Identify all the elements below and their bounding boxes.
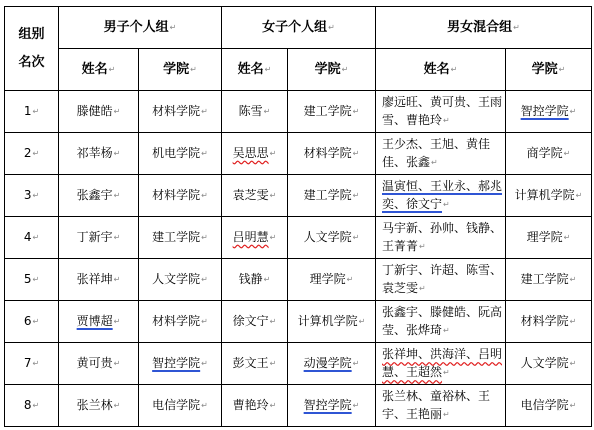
- table-row: [5, 175, 592, 217]
- mixed-college-cell: [506, 301, 592, 343]
- mixed-college-cell: [506, 175, 592, 217]
- male-college-cell-text: 人文学院: [152, 272, 201, 286]
- mixed-college-cell: [506, 259, 592, 301]
- cell-end-mark: ↵: [352, 401, 360, 410]
- cell-end-mark: ↵: [263, 107, 271, 116]
- cell-end-mark: ↵: [569, 401, 577, 410]
- mixed-names-cell: [376, 175, 506, 217]
- cell-end-mark: ↵: [352, 149, 360, 158]
- mixed-names-cell-text: 温寅恒、王业永、郝兆奕、徐文宁: [382, 179, 503, 212]
- mixed-college-cell: [506, 343, 592, 385]
- cell-end-mark: ↵: [201, 191, 208, 200]
- cell-end-mark: ↵: [352, 107, 360, 116]
- mixed-college-cell-text: 商学院: [526, 146, 563, 160]
- female-college-cell: [288, 91, 376, 133]
- mixed-names-cell-text: 马宇新、孙帅、钱静、王菁菁: [382, 221, 503, 254]
- mixed-names-cell: [376, 343, 506, 385]
- cell-end-mark: ↵: [32, 401, 40, 410]
- cell-end-mark: ↵: [113, 233, 121, 242]
- male-college-cell-text: 材料学院: [152, 188, 201, 202]
- female-college-cell: [288, 343, 376, 385]
- rank-cell: [5, 133, 59, 175]
- female-college-cell-text: 计算机学院: [297, 314, 358, 328]
- male-name-cell-text: 张兰林: [76, 398, 113, 412]
- cell-end-mark: ↵: [269, 401, 277, 410]
- cell-end-mark: ↵: [569, 275, 577, 284]
- cell-end-mark: ↵: [113, 401, 121, 410]
- female-college-cell: [288, 133, 376, 175]
- cell-end-mark: ↵: [419, 241, 426, 251]
- mixed-college-cell: [506, 385, 592, 427]
- cell-end-mark: ↵: [569, 107, 577, 116]
- cell-end-mark: ↵: [201, 233, 208, 242]
- results-table: [4, 6, 592, 427]
- rank-cell: [5, 301, 59, 343]
- male-college-cell: [139, 217, 222, 259]
- male-college-cell: [139, 385, 222, 427]
- female-name-cell: [222, 301, 288, 343]
- mixed-names-cell: [376, 217, 506, 259]
- cell-end-mark: ↵: [443, 409, 450, 419]
- group-header-row: [5, 7, 592, 49]
- female-name-cell-text: 袁芝雯: [232, 188, 269, 202]
- column-header-row: [5, 49, 592, 91]
- cell-end-mark: ↵: [113, 317, 121, 326]
- male-name-cell: [59, 217, 139, 259]
- male-college-cell-text: 机电学院: [152, 146, 201, 160]
- female-name-cell-text: 曹艳玲: [232, 398, 269, 412]
- mixed-names-cell: [376, 91, 506, 133]
- rank-cell-text: 3: [23, 188, 32, 202]
- table-row: [5, 133, 592, 175]
- cell-end-mark: ↵: [32, 149, 40, 158]
- cell-end-mark: ↵: [113, 275, 121, 284]
- cell-end-mark: ↵: [269, 317, 277, 326]
- rank-cell-text: 5: [23, 272, 32, 286]
- male-college-cell-text: 建工学院: [152, 230, 201, 244]
- corner-bottom-label: 名次: [18, 54, 45, 70]
- col-header-college: 学院↵: [506, 49, 592, 91]
- table-row: [5, 91, 592, 133]
- col-header-college: 学院↵: [288, 49, 376, 91]
- cell-end-mark: ↵: [352, 359, 360, 368]
- female-name-cell-text: 吕明慧: [232, 230, 269, 244]
- mixed-names-cell-text: 丁新宇、许超、陈雪、袁芝雯: [382, 263, 503, 296]
- male-name-cell-text: 滕健皓: [76, 104, 113, 118]
- male-college-cell: [139, 259, 222, 301]
- female-name-cell-text: 陈雪: [238, 104, 263, 118]
- mixed-names-cell-text: 张祥坤、洪海洋、吕明慧、王超然: [382, 347, 503, 380]
- male-college-cell: [139, 133, 222, 175]
- female-name-cell: [222, 91, 288, 133]
- male-college-cell: [139, 175, 222, 217]
- mixed-college-cell-text: 建工学院: [520, 272, 569, 286]
- col-header-name: 姓名↵: [376, 49, 506, 91]
- male-name-cell: [59, 343, 139, 385]
- cell-end-mark: ↵: [346, 275, 354, 284]
- female-college-cell-text: 建工学院: [303, 188, 352, 202]
- mixed-college-cell: [506, 217, 592, 259]
- female-name-cell: [222, 259, 288, 301]
- rank-cell-text: 7: [23, 356, 32, 370]
- male-name-cell: [59, 175, 139, 217]
- cell-end-mark: ↵: [269, 359, 277, 368]
- cell-end-mark: ↵: [32, 359, 40, 368]
- cell-end-mark: ↵: [263, 275, 271, 284]
- female-college-cell-text: 人文学院: [303, 230, 352, 244]
- rank-cell: [5, 175, 59, 217]
- male-name-cell-text: 张祥坤: [76, 272, 113, 286]
- cell-end-mark: ↵: [32, 275, 40, 284]
- group-header-female: 女子个人组↵: [222, 7, 376, 49]
- female-name-cell-text: 徐文宁: [232, 314, 269, 328]
- male-name-cell-text: 贾博超: [76, 314, 113, 328]
- corner-top-label: 组别: [18, 26, 45, 42]
- female-name-cell: [222, 385, 288, 427]
- female-name-cell: [222, 175, 288, 217]
- cell-end-mark: ↵: [443, 325, 450, 335]
- group-header-male: 男子个人组↵: [59, 7, 222, 49]
- table-row: [5, 217, 592, 259]
- female-college-cell: [288, 259, 376, 301]
- rank-cell-text: 6: [23, 314, 32, 328]
- male-name-cell: [59, 133, 139, 175]
- rank-cell: [5, 217, 59, 259]
- cell-end-mark: ↵: [443, 199, 450, 209]
- female-college-cell-text: 建工学院: [303, 104, 352, 118]
- male-name-cell: [59, 385, 139, 427]
- female-name-cell-text: 钱静: [238, 272, 263, 286]
- female-college-cell: [288, 175, 376, 217]
- rank-cell-text: 8: [23, 398, 32, 412]
- mixed-college-cell-text: 理学院: [526, 230, 563, 244]
- cell-end-mark: ↵: [352, 233, 360, 242]
- mixed-names-cell-text: 张鑫宇、滕健皓、阮高莹、张烨琦: [382, 305, 503, 338]
- table-body: [5, 91, 592, 427]
- cell-end-mark: ↵: [563, 233, 571, 242]
- rank-cell-text: 2: [23, 146, 32, 160]
- cell-end-mark: ↵: [443, 367, 450, 377]
- cell-end-mark: ↵: [32, 107, 40, 116]
- male-name-cell: [59, 259, 139, 301]
- cell-end-mark: ↵: [113, 107, 121, 116]
- male-college-cell: [139, 91, 222, 133]
- male-name-cell-text: 黄可贵: [76, 356, 113, 370]
- female-name-cell-text: 吴思思: [232, 146, 269, 160]
- mixed-names-cell: [376, 259, 506, 301]
- cell-end-mark: ↵: [201, 317, 208, 326]
- cell-end-mark: ↵: [201, 275, 208, 284]
- mixed-college-cell-text: 人文学院: [520, 356, 569, 370]
- female-college-cell: [288, 217, 376, 259]
- male-college-cell: [139, 301, 222, 343]
- male-college-cell-text: 材料学院: [152, 314, 201, 328]
- male-college-cell-text: 智控学院: [152, 356, 201, 370]
- table-row: [5, 343, 592, 385]
- mixed-names-cell: [376, 133, 506, 175]
- rank-cell-text: 1: [23, 104, 32, 118]
- group-header-mixed: 男女混合组↵: [376, 7, 592, 49]
- mixed-names-cell-text: 廖远旺、黄可贵、王雨雪、曹艳玲: [382, 95, 503, 128]
- rank-cell-text: 4: [23, 230, 32, 244]
- male-name-cell: [59, 91, 139, 133]
- cell-end-mark: ↵: [113, 359, 121, 368]
- female-college-cell-text: 材料学院: [303, 146, 352, 160]
- corner-cell: [5, 7, 59, 91]
- cell-end-mark: ↵: [575, 191, 583, 200]
- rank-cell: [5, 91, 59, 133]
- mixed-names-cell-text: 王少杰、王旭、黄佳佳、张鑫: [382, 137, 491, 170]
- col-header-name: 姓名↵: [222, 49, 288, 91]
- mixed-college-cell: [506, 91, 592, 133]
- table-row: [5, 385, 592, 427]
- cell-end-mark: ↵: [569, 359, 577, 368]
- male-name-cell-text: 祁莘杨: [76, 146, 113, 160]
- cell-end-mark: ↵: [352, 191, 360, 200]
- cell-end-mark: ↵: [201, 401, 208, 410]
- col-header-name: 姓名↵: [59, 49, 139, 91]
- male-name-cell: [59, 301, 139, 343]
- cell-end-mark: ↵: [358, 317, 366, 326]
- female-college-cell-text: 动漫学院: [303, 356, 352, 370]
- cell-end-mark: ↵: [113, 191, 121, 200]
- cell-end-mark: ↵: [269, 191, 277, 200]
- cell-end-mark: ↵: [32, 317, 40, 326]
- male-name-cell-text: 张鑫宇: [76, 188, 113, 202]
- mixed-names-cell: [376, 385, 506, 427]
- cell-end-mark: ↵: [201, 149, 208, 158]
- cell-end-mark: ↵: [32, 233, 40, 242]
- cell-end-mark: ↵: [443, 115, 450, 125]
- rank-cell: [5, 259, 59, 301]
- cell-end-mark: ↵: [269, 149, 277, 158]
- table-row: [5, 301, 592, 343]
- table-row: [5, 259, 592, 301]
- rank-cell: [5, 385, 59, 427]
- female-college-cell-text: 理学院: [309, 272, 346, 286]
- female-college-cell-text: 智控学院: [303, 398, 352, 412]
- cell-end-mark: ↵: [563, 149, 571, 158]
- cell-end-mark: ↵: [201, 359, 208, 368]
- cell-end-mark: ↵: [113, 149, 121, 158]
- male-name-cell-text: 丁新宇: [76, 230, 113, 244]
- mixed-college-cell-text: 智控学院: [520, 104, 569, 118]
- female-name-cell: [222, 343, 288, 385]
- mixed-names-cell-text: 张兰林、童裕林、王宇、王艳丽: [382, 389, 491, 422]
- female-name-cell: [222, 133, 288, 175]
- cell-end-mark: ↵: [419, 283, 426, 293]
- female-name-cell: [222, 217, 288, 259]
- rank-cell: [5, 343, 59, 385]
- col-header-college: 学院↵: [139, 49, 222, 91]
- mixed-names-cell: [376, 301, 506, 343]
- cell-end-mark: ↵: [569, 317, 577, 326]
- mixed-college-cell-text: 电信学院: [520, 398, 569, 412]
- cell-end-mark: ↵: [431, 157, 438, 167]
- male-college-cell-text: 电信学院: [152, 398, 201, 412]
- male-college-cell-text: 材料学院: [152, 104, 201, 118]
- female-name-cell-text: 彭文王: [232, 356, 269, 370]
- female-college-cell: [288, 301, 376, 343]
- female-college-cell: [288, 385, 376, 427]
- mixed-college-cell-text: 材料学院: [520, 314, 569, 328]
- results-table-container: [4, 6, 592, 427]
- mixed-college-cell-text: 计算机学院: [514, 188, 575, 202]
- cell-end-mark: ↵: [269, 233, 277, 242]
- cell-end-mark: ↵: [32, 191, 40, 200]
- male-college-cell: [139, 343, 222, 385]
- mixed-college-cell: [506, 133, 592, 175]
- cell-end-mark: ↵: [201, 107, 208, 116]
